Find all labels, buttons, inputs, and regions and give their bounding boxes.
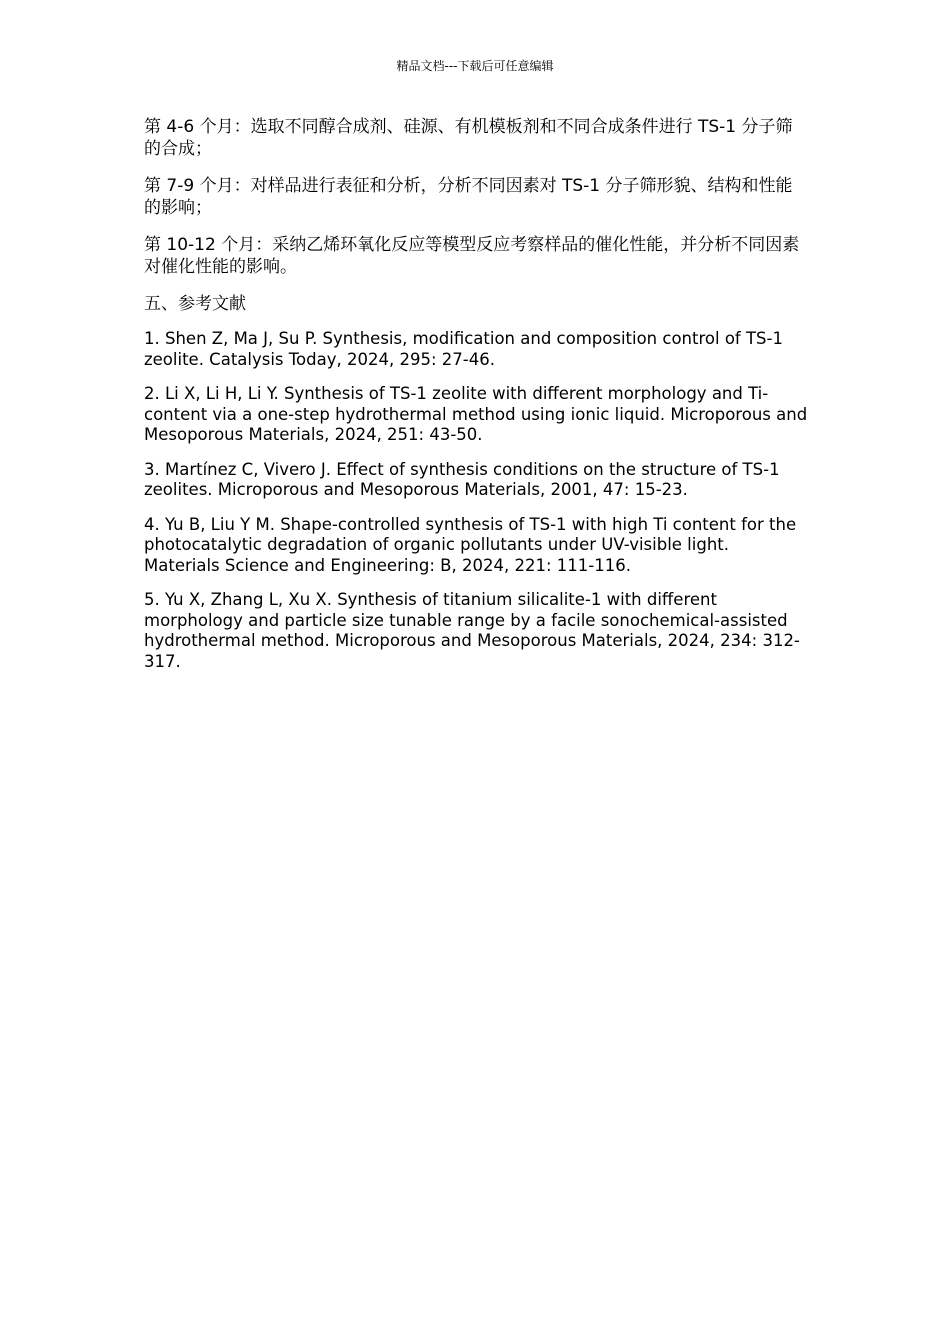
references-heading: 五、参考文献 [144, 294, 246, 314]
reference-item: 1. Shen Z, Ma J, Su P. Synthesis, modification and composition control of TS-1 zeolite. Catalysis Today, 2024, 295: 27-46. [144, 329, 783, 369]
reference-item: 3. Martínez C, Vivero J. Effect of synthesis conditions on the structure of TS-1 zeolites. Microporous and Mesoporous Materials, 2001, 47: 15-23. [144, 459, 780, 499]
reference-item: 4. Yu B, Liu Y M. Shape-controlled synthesis of TS-1 with high Ti content for the photocatalytic degradation of organic pollutants under UV-visible light. Materials Science and Engineering: B, 2024, 221: 111-116. [144, 514, 797, 575]
schedule-item: 第 4-6 个月：选取不同醇合成剂、硅源、有机模板剂和不同合成条件进行 TS-1 分子筛的合成； [144, 117, 793, 159]
document-body [144, 116, 808, 686]
reference-item: 5. Yu X, Zhang L, Xu X. Synthesis of titanium silicalite-1 with different morphology and particle size tunable range by a facile sonochemical-assisted hydrothermal method. Microporous and Mesoporous Materials, 2024, 234: 312-317. [144, 590, 800, 671]
reference-item: 2. Li X, Li H, Li Y. Synthesis of TS-1 zeolite with different morphology and Ti-content via a one-step hydrothermal method using ionic liquid. Microporous and Mesoporous Materials, 2024, 251: 43-50. [144, 384, 808, 444]
schedule-item: 第 10-12 个月：采纳乙烯环氧化反应等模型反应考察样品的催化性能，并分析不同因素对催化性能的影响。 [144, 235, 800, 277]
schedule-item: 第 7-9 个月：对样品进行表征和分析，分析不同因素对 TS-1 分子筛形貌、结构和性能的影响； [144, 176, 793, 218]
page-header: 精品文档---下载后可任意编辑 [396, 59, 554, 73]
